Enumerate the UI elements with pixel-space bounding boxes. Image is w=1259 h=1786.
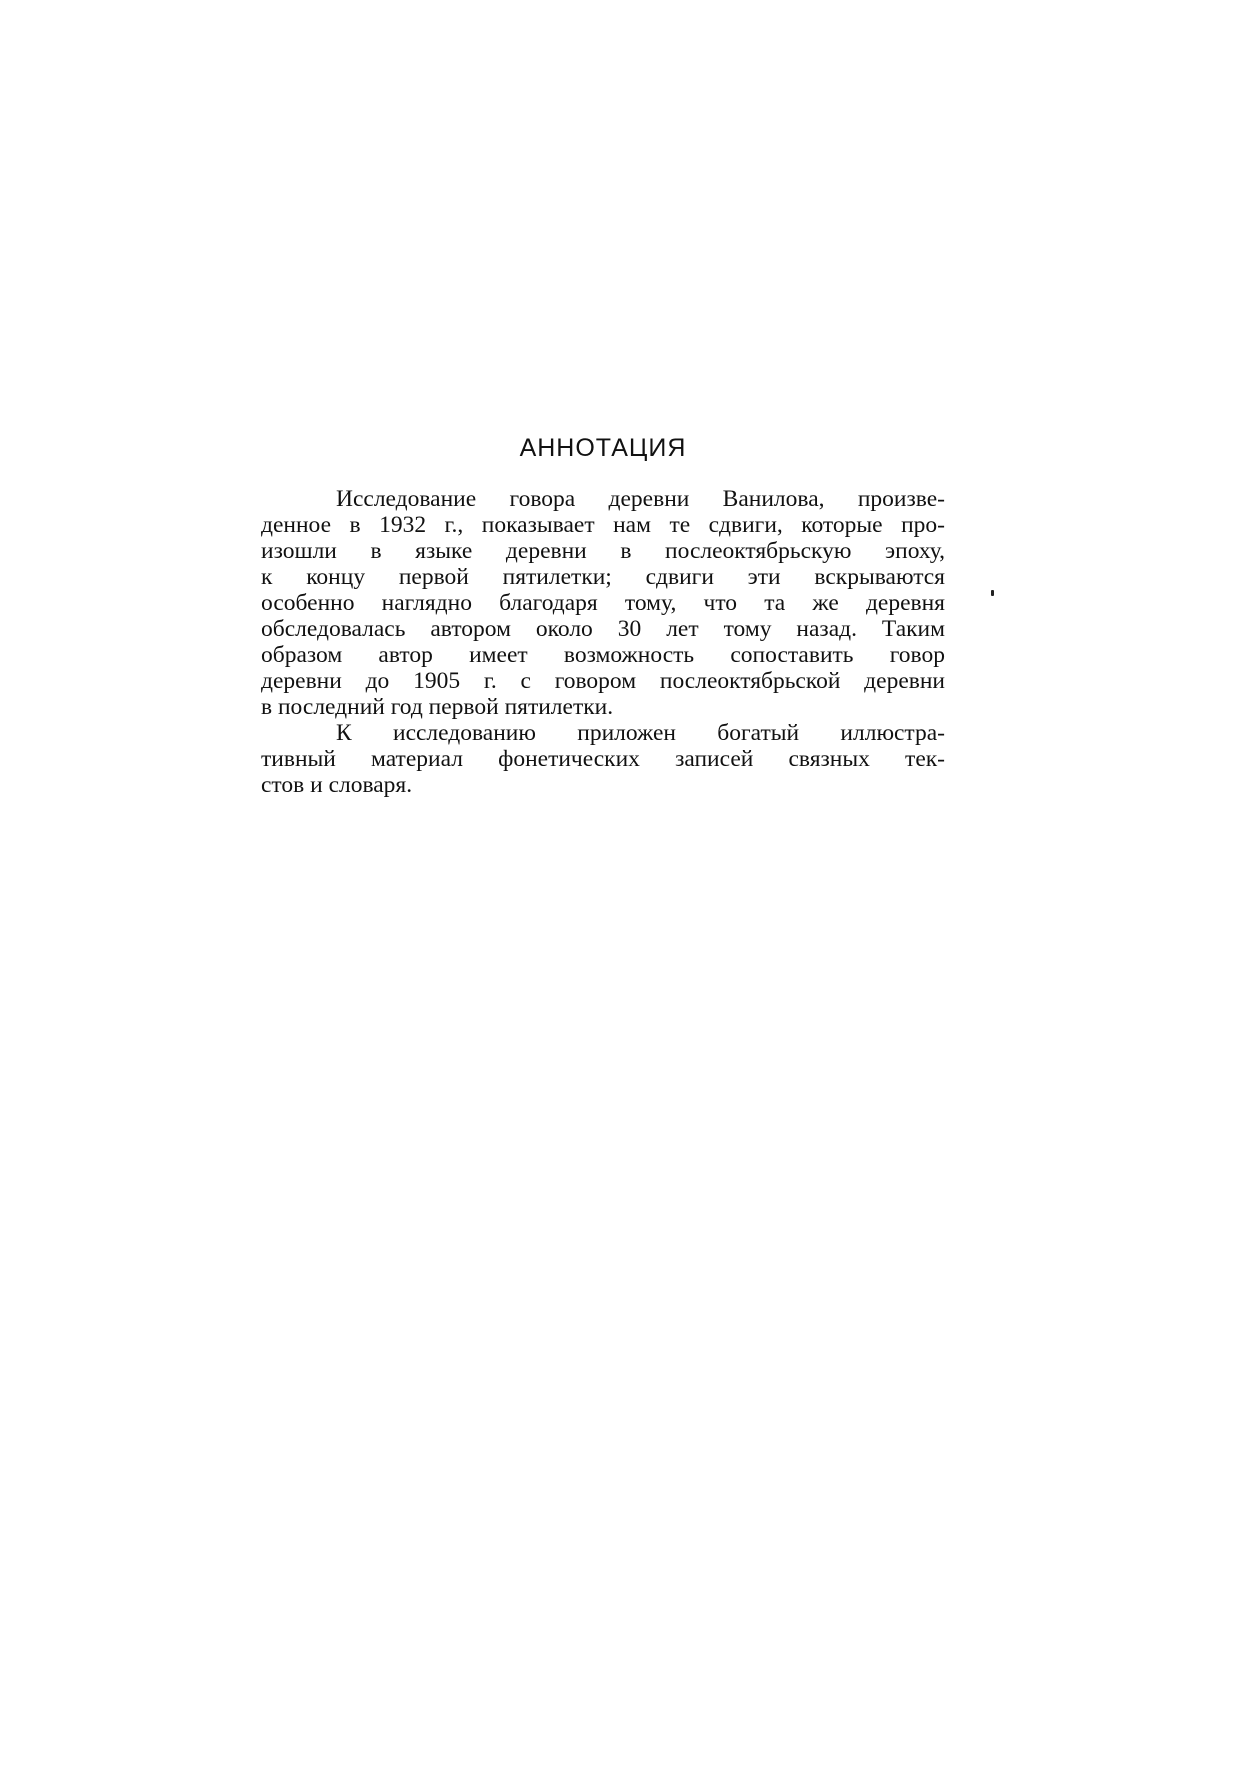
text-line: изошли в языке деревни в послеоктябрьскую эпоху, (261, 538, 945, 564)
text-line: к концу первой пятилетки; сдвиги эти вскрываются (261, 564, 945, 590)
text-line: денное в 1932 г., показывает нам те сдвиги, которые про- (261, 512, 945, 538)
text-line: деревни до 1905 г. с говором послеоктябрьской деревни (261, 668, 945, 694)
text-line: Исследование говора деревни Ванилова, произве- (336, 486, 945, 512)
text-line: образом автор имеет возможность сопоставить говор (261, 642, 945, 668)
text-line: К исследованию приложен богатый иллюстра- (336, 720, 945, 746)
text-line: обследовалась автором около 30 лет тому назад. Таким (261, 616, 945, 642)
annotation-title: АННОТАЦИЯ (519, 434, 687, 462)
text-line: стов и словаря. (261, 772, 413, 798)
text-line: тивный материал фонетических записей связных тек- (261, 746, 945, 772)
text-line: особенно наглядно благодаря тому, что та же деревня (261, 590, 945, 616)
annotation-block (261, 430, 945, 798)
annotation-paragraph-2 (261, 720, 945, 798)
annotation-paragraph-1 (261, 486, 945, 720)
text-line: в последний год первой пятилетки. (261, 694, 614, 720)
scan-speck (991, 590, 994, 596)
